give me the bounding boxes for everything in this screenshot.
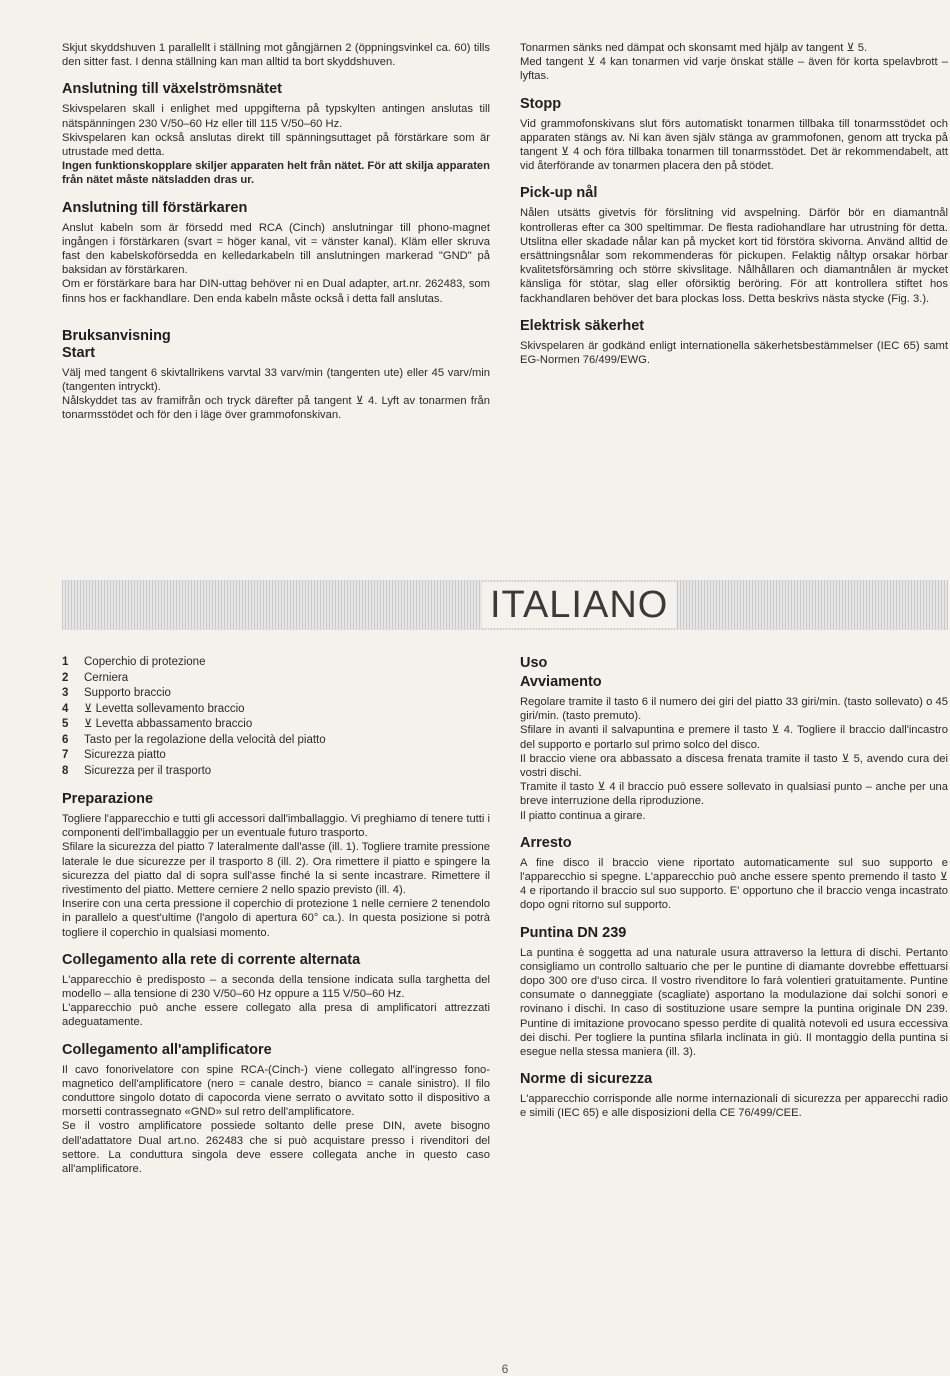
sv-mains-warning: Ingen funktionskopplare skiljer apparaten helt från nätet. För att skilja apparaten från nätet måste nätsladden dras ur. (62, 160, 490, 187)
list-item: 7 Sicurezza piatto (62, 749, 166, 761)
sv-amplifier-heading: Anslutning till förstärkaren (62, 199, 248, 216)
list-item: 3 Supporto braccio (62, 687, 171, 699)
it-usage-heading: Uso (520, 655, 548, 671)
it-safety-heading: Norme di sicurezza (520, 1071, 653, 1088)
it-stylus-text: La puntina è soggetta ad una naturale usura attraverso la lettura di dischi. Pertanto consigliamo un controllo saltuario che per le puntine di diamante dovrebbe effettuarsi dopo 300 ore d'uso circa. Il vostro rivenditore lo farà volentieri gratuitamente. Puntine consumate o danneggiate (scagliate) asportano la modulazione dai solchi sonori e rovinano i dischi. In caso di sostituzione usare sempre la puntina originale DN 239. Puntine di imitazione provocano spesso perdite di qualità notevoli ed usura eccessiva dei dischi. Per togliere la puntina sfilarla inclinata in giù. Il montaggio della puntina si esegue nella stessa maniera (ill. 3). (520, 946, 948, 1059)
sv-safety-heading: Elektrisk säkerhet (520, 317, 645, 334)
sv-stop-heading: Stopp (520, 95, 562, 112)
sv-stylus-text: Nålen utsätts givetvis för förslitning vid avspelning. Därför bör en diamantnål kontrolleras efter ca 300 speltimmar. De flesta radiohandlare har utrustning för detta. Utslitna eller skadade nålar kan på mycket kort tid förstöra skivorna. Använd alltid de ersättningsnålar som rekommenderas för pickupen. Felaktig nåltyp orsakar hörbar kvalitetsförsämring och större skivslitage. Nålhållaren och diamantnålen är mycket känsliga för stötar, slag eller oförsiktig beröring. För att kontrollera stiftet hos fackhandlaren behöver det bara plockas loss. Detta beskrivs nästa stycke (Fig. 3.). (520, 207, 948, 305)
sv-amplifier-text-1: Anslut kabeln som är försedd med RCA (Cinch) anslutningar till phono-magnet ingången i förstärkaren (svart = höger kanal, vit = vänster kanal). Kläm eller skruva fast den kabelskoförsedda en kelledarkabeln till anslutningen markerad "GND" på baksidan av förstärkaren. (62, 221, 490, 277)
sv-start-text-3: Tonarmen sänks ned dämpat och skonsamt med hjälp av tangent ⊻ 5. (520, 42, 868, 54)
page-number: 6 (501, 1362, 509, 1376)
sv-usage-heading: Bruksanvisning (62, 327, 171, 344)
it-stop-text: A fine disco il braccio viene riportato automaticamente sul suo supporto e l'apparecchio si spegne. L'apparecchio può anche essere spento premendo il tasto ⊻ 4 e riportando il braccio sul suo supporto. E' opportuno che il braccio venga incastrato dopo ogni ritorno sul supporto. (520, 856, 948, 912)
sv-start-text-4: Med tangent ⊻ 4 kan tonarmen vid varje önskat ställe – även för korta spelavbrott – lyftas. (520, 56, 948, 83)
sv-mains-text-2: Skivspelaren kan också anslutas direkt till spänningsuttaget på förstärkare som är utrustade med detta. (62, 131, 490, 159)
it-start-text-3: Il braccio viene ora abbassato a discesa frenata tramite il tasto ⊻ 5, avendo cura dei vostri dischi. (520, 752, 948, 780)
sv-start-text-1: Välj med tangent 6 skivtallrikens varvtal 33 varv/min (tangenten ute) eller 45 varv/min (tangenten intryckt). (62, 366, 490, 394)
sv-intro-text: Skjut skyddshuven 1 parallellt i ställning mot gångjärnen 2 (öppningsvinkel ca. 60) tills den sitter fast. I denna ställning kan man alltid ta bort skyddshuven. (62, 42, 490, 69)
it-start-heading: Avviamento (520, 674, 602, 690)
it-preparation-heading: Preparazione (62, 791, 154, 807)
section-banner (62, 580, 948, 630)
it-mains-text-1: L'apparecchio è predisposto – a seconda della tensione indicata sulla targhetta del modello – alla tensione di 230 V/50–60 Hz oppure a 115 V/50–60 Hz. (62, 973, 490, 1001)
it-amplifier-text-1: Il cavo fonorivelatore con spine RCA-(Cinch-) viene collegato all'ingresso fono-magnetico dell'amplificatore (nero = canale destro, bianco = canale sinistro). Il filo conduttore singolo dotato di capocorda viene serrato o avvitato sotto il dispositivo a morsetti contrassegnato «GND» sul retro dell'amplificatore. (62, 1063, 490, 1119)
sv-start-heading: Start (62, 344, 96, 361)
it-preparation-text-3: Inserire con una certa pressione il coperchio di protezione 1 nelle cerniere 2 tenendolo in parallelo a quest'ultime (l'angolo di apertura 60° ca.). In questa posizione si potrà togliere il coperchio in qualsiasi momento. (62, 898, 490, 939)
it-preparation-text-2: Sfilare la sicurezza del piatto 7 lateralmente dall'asse (ill. 1). Togliere tramite pressione laterale le due sicurezze per il trasporto 8 (ill. 2). Ora rimettere il piatto e spingere la sicurezza del piatto dal di sopra sull'asse finché la si sente incastrare. Rimettere il rivestimento del piatto. Mettere cerniere 2 nello spazio previsto (ill. 4). (62, 841, 490, 897)
it-start-text-2: Sfilare in avanti il salvapuntina e premere il tasto ⊻ 4. Togliere il braccio dall'incastro del supporto e portarlo sul primo solco del disco. (520, 724, 948, 751)
italian-left-column (62, 655, 490, 1176)
list-item: 8 Sicurezza per il trasporto (62, 764, 212, 777)
sv-start-text-2: Nålskyddet tas av framifrån och tryck därefter på tangent ⊻ 4. Lyft av tonarmen från tonarmsstödet och för den i läge över grammofonskivan. (62, 395, 490, 422)
sv-mains-heading: Anslutning till växelströmsnätet (62, 81, 282, 98)
banner-title: ITALIANO (482, 582, 676, 628)
sv-mains-text-1: Skivspelaren skall i enlighet med uppgifterna på typskylten antingen anslutas till nätspänningen 230 V/50–60 Hz eller till 115 V/50–60 Hz. (62, 103, 490, 130)
it-stylus-heading: Puntina DN 239 (520, 924, 627, 941)
swedish-right-column (520, 41, 948, 367)
sv-stylus-heading: Pick-up nål (520, 185, 598, 202)
sv-safety-text: Skivspelaren är godkänd enligt internationella säkerhetsbestämmelser (IEC 65) samt EG-Normen 76/499/EWG. (520, 339, 948, 367)
list-item: 4 ⊻ Levetta sollevamento braccio (62, 702, 245, 715)
it-amplifier-text-2: Se il vostro amplificatore possiede soltanto delle prese DIN, avete bisogno dell'adattatore Dual art.no. 262483 che si può acquistare presso i rivenditori del settore. La conduttura singola deve essere collegata anche in questo caso all'amplificatore. (62, 1120, 490, 1176)
it-start-text-1: Regolare tramite il tasto 6 il numero dei giri del piatto 33 giri/min. (tasto sollevato) o 45 giri/min. (tasto premuto). (520, 696, 948, 723)
list-item: 2 Cerniera (62, 671, 129, 684)
it-mains-heading: Collegamento alla rete di corrente alternata (62, 951, 361, 968)
list-item: 1 Coperchio di protezione (62, 656, 206, 668)
list-item: 5 ⊻ Levetta abbassamento braccio (62, 718, 253, 730)
it-start-text-5: Il piatto continua a girare. (520, 809, 646, 822)
sv-stop-text: Vid grammofonskivans slut förs automatiskt tonarmen tillbaka till tonarmsstödet och apparaten stängs av. Ni kan även själv stänga av grammofonen, genom att trycka på tangent ⊻ 4 och föra tillbaka tonarmen till tonarmsstödet. Det är rekommendabelt, att vid återförande av tonarmen placera den på stödet. (520, 117, 948, 173)
it-amplifier-heading: Collegamento all'amplificatore (62, 1041, 272, 1058)
it-stop-heading: Arresto (520, 834, 572, 851)
it-mains-text-2: L'apparecchio può anche essere collegato alla presa di amplificatori attrezzati adeguatamente. (62, 1002, 490, 1029)
parts-list (62, 655, 490, 779)
swedish-left-column (62, 41, 490, 423)
it-safety-text: L'apparecchio corrisponde alle norme internazionali di sicurezza per apparecchi radio e simili (IEC 65) e alle disposizioni della CE 76/499/CEE. (520, 1093, 948, 1120)
it-start-text-4: Tramite il tasto ⊻ 4 il braccio può essere sollevato in qualsiasi punto – anche per una breve interruzione della riproduzione. (520, 781, 948, 808)
list-item: 6 Tasto per la regolazione della velocità del piatto (62, 733, 326, 746)
sv-amplifier-text-2: Om er förstärkare bara har DIN-uttag behöver ni en Dual adapter, art.nr. 262483, som finns hos er fackhandlare. Den enda kabeln måste också i detta fall anslutas. (62, 278, 490, 305)
it-preparation-text-1: Togliere l'apparecchio e tutti gli accessori dall'imballaggio. Vi preghiamo di tenere tutti i componenti dell'imballaggio per un eventuale futuro trasporto. (62, 813, 490, 840)
italian-right-column (520, 655, 948, 1121)
